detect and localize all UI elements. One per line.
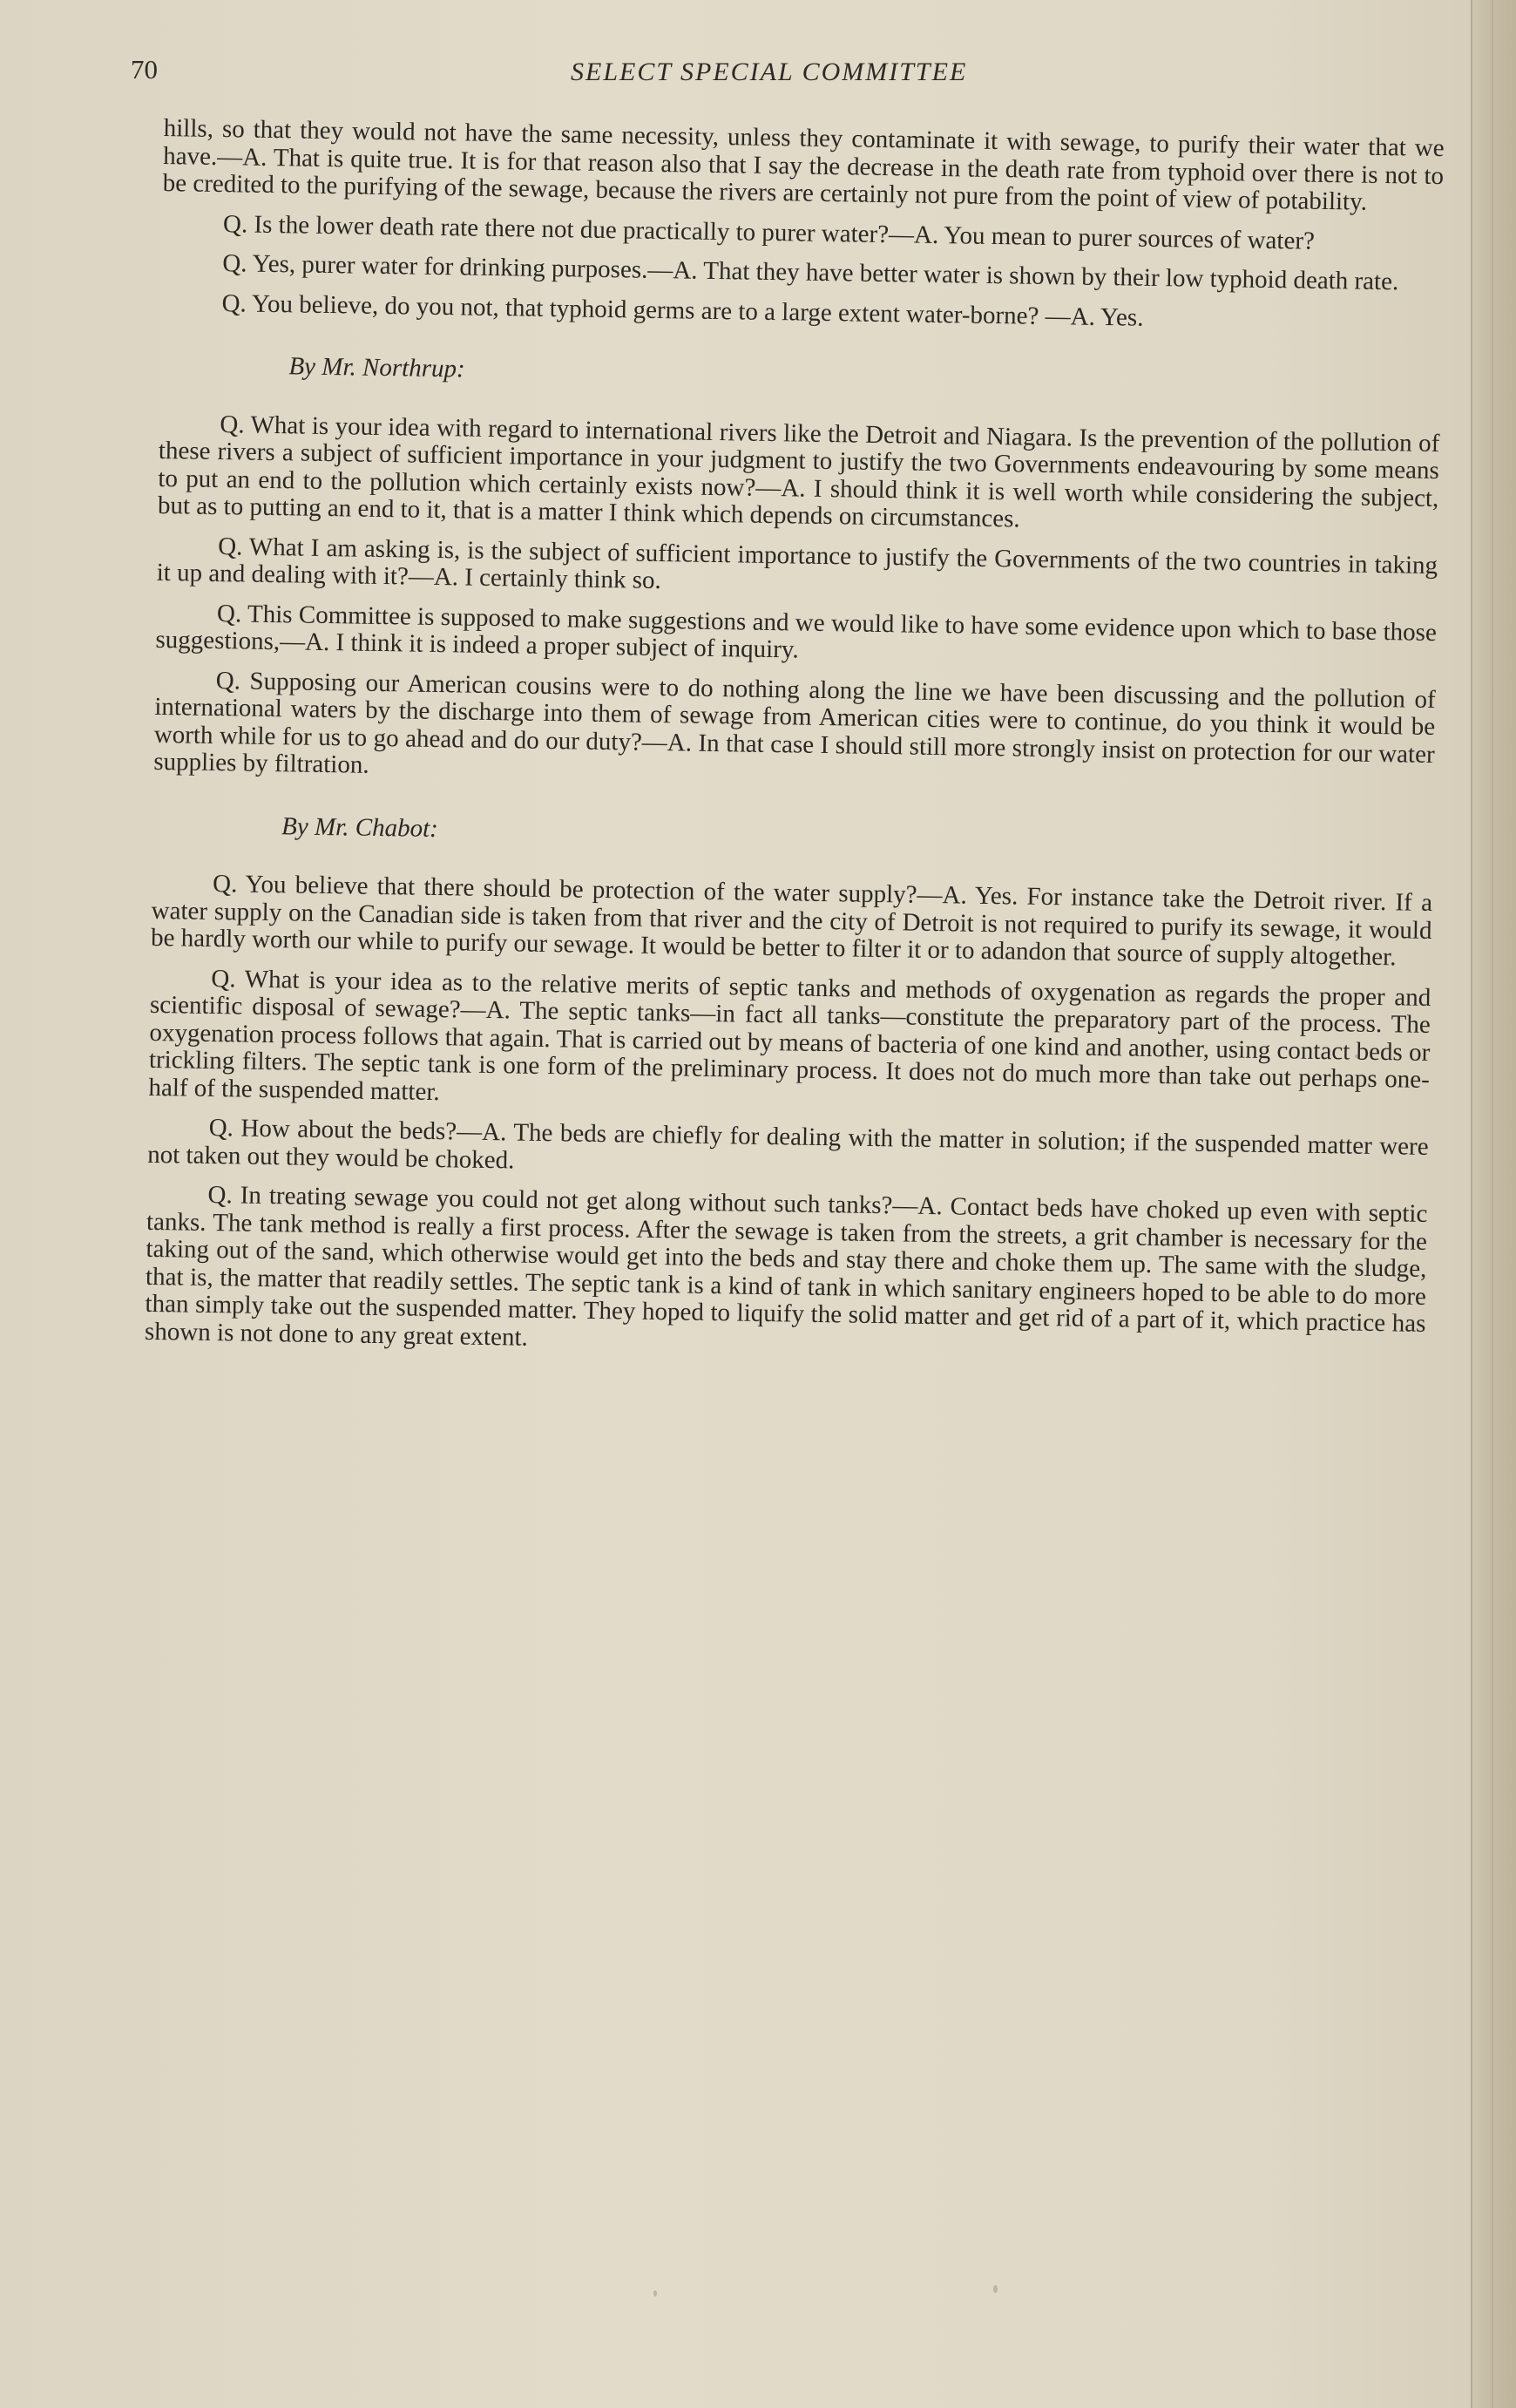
paragraph: Q. This Committee is supposed to make suggestions and we would like to have some evidence upon which to base those suggestions,—A. I think it is indeed a proper subject of inquiry. [155,599,1438,664]
page-edge-line [1492,0,1493,2408]
paper-speck [653,2290,657,2296]
paragraph: Q. In treating sewage you could not get along without such tanks?—A. Contact beds have choked up even with septic tanks. The tank method is really a first process. After the sewage is taken from the streets, a grit chamber is necessary for the taking out of the sand, which otherwise would get into the beds and stay there and choke them up. The same with the sludge, that is, the matter that readily settles. The septic tank is a kind of tank in which sanitary engineers hoped to be able to do more than simply take out the suspended matter. They hoped to liquify the solid matter and get rid of a part of it, which practice has shown is not done to any great extent. [144,1180,1428,1352]
paragraph: hills, so that they would not have the same necessity, unless they contaminate it with sewage, to purify their water that we have.—A. That is quite true. It is for that reason also that I say the decrease in the death rate from typhoid over there is not to be credited to the purifying of the sewage, because the rivers are certainly not pure from the point of view of potability. [162,114,1445,216]
speaker-heading: By Mr. Chabot: [281,811,439,843]
paper-speck [993,2285,998,2293]
running-head: SELECT SPECIAL COMMITTEE [571,58,968,86]
speaker-heading: By Mr. Northrup: [288,352,465,383]
body-text [145,115,1445,1378]
page-number: 70 [131,54,158,85]
paragraph: Q. How about the beds?—A. The beds are chiefly for dealing with the matter in solution; if the suspended matter were not taken out they would be choked. [147,1113,1429,1174]
paragraph: Q. You believe, do you not, that typhoid germs are to a large extent water-borne? —A. Yes. [221,288,1144,332]
paper-speck [1355,1055,1358,1058]
paragraph: Q. What is your idea as to the relative merits of septic tanks and methods of oxygenation as regards the proper and scientific disposal of sewage?—A. The septic tanks—in fact all tanks—constitute the preparatory part of the process. The oxygenation process follows that again. That is carried out by means of bacteria of one kind and another, using contact beds or trickling filters. The septic tank is one form of the preliminary process. It does not do much more than take out perhaps one-half of the suspended matter. [148,964,1431,1106]
paragraph: Q. Is the lower death rate there not due practically to purer water?—A. You mean to purer sources of water? [222,209,1316,255]
paragraph: Q. Yes, purer water for drinking purposes.—A. That they have better water is shown by their low typhoid death rate. [222,249,1399,296]
page-edge [1471,0,1516,2408]
page-header [131,54,1455,98]
paragraph: Q. You believe that there should be protection of the water supply?—A. Yes. For instance take the Detroit river. If a water supply on the Canadian side is taken from that river and the city of Detroit is not required to purify its sewage, it would be hardly worth our while to purify our sewage. It would be better to filter it or to adandon that source of supply altogether. [150,869,1433,972]
paragraph: Q. Supposing our American cousins were to do nothing along the line we have been discussing and the pollution of international waters by the discharge into them of sewage from American cities were to continue, do you think it would be worth while for us to go ahead and do our duty?—A. In that case I should still more strongly insist on protection for our water supplies by filtration. [153,666,1436,779]
paragraph: Q. What is your idea with regard to international rivers like the Detroit and Niagara. Is the prevention of the pollution of these rivers a subject of sufficient importance in your judgment to justify the two Governments endeavouring by some means to put an end to the pollution which certainly exists now?—A. I should think it is well worth while considering the subject, but as to putting an end to it, that is a matter I think which depends on circumstances. [157,410,1440,533]
paragraph: Q. What I am asking is, is the subject of sufficient importance to justify the Governments of the two countries in taking it up and dealing with it?—A. I certainly think so. [156,532,1438,595]
